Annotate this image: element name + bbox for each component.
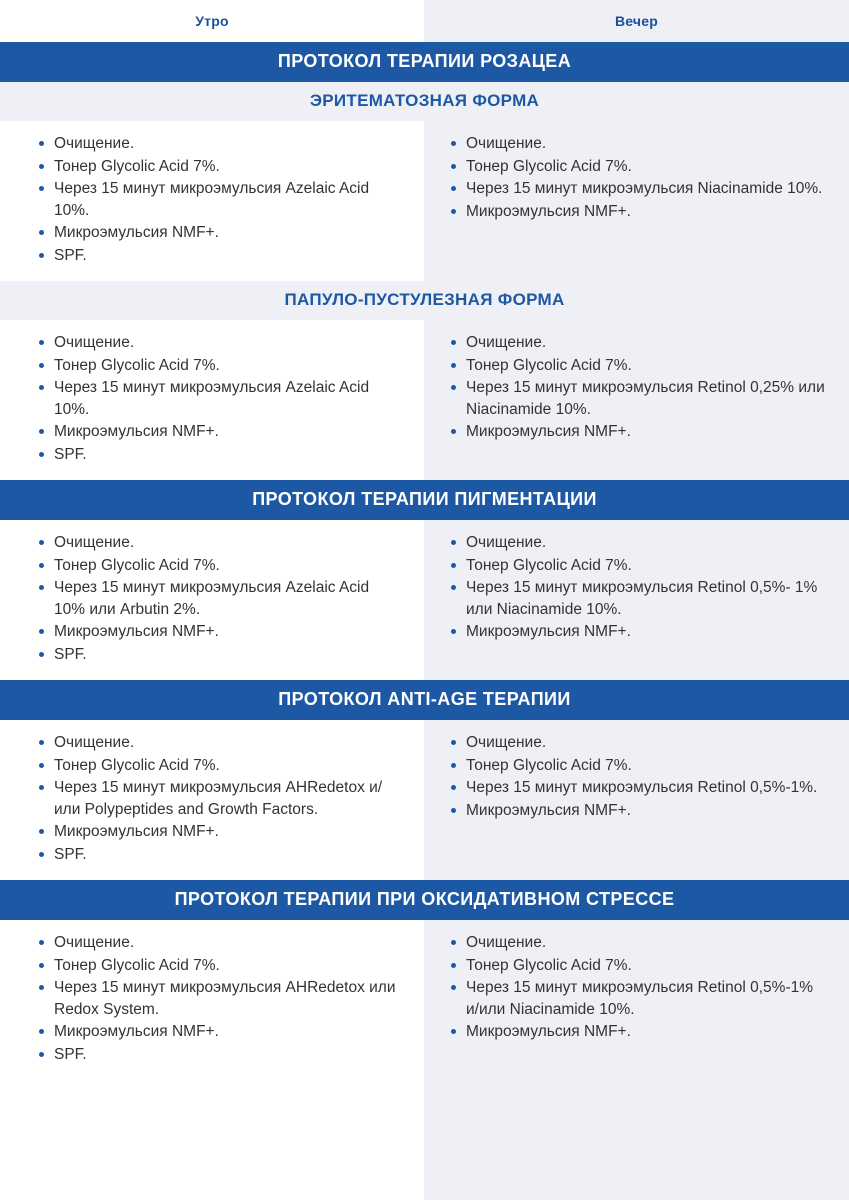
evening-cell xyxy=(424,121,849,281)
list-item: SPF. xyxy=(38,1044,402,1066)
morning-cell xyxy=(0,121,424,281)
evening-cell xyxy=(424,720,849,880)
list-item: Очищение. xyxy=(450,732,827,754)
list-item: Через 15 минут микроэмульсия AHRedetox или Redox System. xyxy=(38,977,402,1020)
section-title-oxidative-stress: ПРОТОКОЛ ТЕРАПИИ ПРИ ОКСИДАТИВНОМ СТРЕССЕ xyxy=(0,880,849,920)
list-item: Тонер Glycolic Acid 7%. xyxy=(38,555,402,577)
morning-cell xyxy=(0,720,424,880)
protocol-row xyxy=(0,520,849,680)
morning-step-list xyxy=(38,332,402,465)
list-item: Микроэмульсия NMF+. xyxy=(450,1021,827,1043)
morning-cell xyxy=(0,520,424,680)
list-item: Тонер Glycolic Acid 7%. xyxy=(38,156,402,178)
list-item: Тонер Glycolic Acid 7%. xyxy=(450,755,827,777)
morning-cell xyxy=(0,320,424,480)
list-item: Микроэмульсия NMF+. xyxy=(450,800,827,822)
column-header-row xyxy=(0,0,849,42)
list-item: Тонер Glycolic Acid 7%. xyxy=(450,955,827,977)
list-item: Через 15 минут микроэмульсия Retinol 0,5%-1% и/или Niacinamide 10%. xyxy=(450,977,827,1020)
list-item: Очищение. xyxy=(38,732,402,754)
list-item: Очищение. xyxy=(450,133,827,155)
list-item: Через 15 минут микроэмульсия Retinol 0,25% или Niacinamide 10%. xyxy=(450,377,827,420)
subsection-title-erythematous: ЭРИТЕМАТОЗНАЯ ФОРМА xyxy=(0,82,849,121)
section-title-rosacea: ПРОТОКОЛ ТЕРАПИИ РОЗАЦЕА xyxy=(0,42,849,82)
evening-step-list xyxy=(450,732,827,821)
list-item: Микроэмульсия NMF+. xyxy=(38,621,402,643)
list-item: Тонер Glycolic Acid 7%. xyxy=(450,555,827,577)
list-item: Через 15 минут микроэмульсия Retinol 0,5%-1%. xyxy=(450,777,827,799)
morning-step-list xyxy=(38,732,402,865)
evening-cell xyxy=(424,920,849,1080)
morning-step-list xyxy=(38,932,402,1065)
evening-step-list xyxy=(450,133,827,222)
list-item: SPF. xyxy=(38,444,402,466)
list-item: Микроэмульсия NMF+. xyxy=(450,621,827,643)
list-item: Тонер Glycolic Acid 7%. xyxy=(38,955,402,977)
list-item: Очищение. xyxy=(450,932,827,954)
section-title-anti-age: ПРОТОКОЛ ANTI-AGE ТЕРАПИИ xyxy=(0,680,849,720)
list-item: Микроэмульсия NMF+. xyxy=(450,201,827,223)
list-item: Тонер Glycolic Acid 7%. xyxy=(38,755,402,777)
list-item: Через 15 минут микроэмульсия Azelaic Acid 10%. xyxy=(38,178,402,221)
subsection-title-papulopustular: ПАПУЛО-ПУСТУЛЕЗНАЯ ФОРМА xyxy=(0,281,849,320)
list-item: Тонер Glycolic Acid 7%. xyxy=(450,355,827,377)
list-item: Через 15 минут микроэмульсия Azelaic Acid 10%. xyxy=(38,377,402,420)
protocol-row xyxy=(0,920,849,1080)
list-item: Микроэмульсия NMF+. xyxy=(38,421,402,443)
morning-step-list xyxy=(38,133,402,266)
list-item: Микроэмульсия NMF+. xyxy=(38,1021,402,1043)
list-item: Через 15 минут микроэмульсия Niacinamide 10%. xyxy=(450,178,827,200)
list-item: Через 15 минут микроэмульсия Retinol 0,5%- 1% или Niacinamide 10%. xyxy=(450,577,827,620)
list-item: Микроэмульсия NMF+. xyxy=(38,821,402,843)
list-item: Через 15 минут микроэмульсия AHRedetox и/или Polypeptides and Growth Factors. xyxy=(38,777,402,820)
list-item: Очищение. xyxy=(450,332,827,354)
list-item: Очищение. xyxy=(38,532,402,554)
list-item: Очищение. xyxy=(38,332,402,354)
list-item: Очищение. xyxy=(38,932,402,954)
list-item: Микроэмульсия NMF+. xyxy=(38,222,402,244)
list-item: Микроэмульсия NMF+. xyxy=(450,421,827,443)
evening-step-list xyxy=(450,532,827,643)
morning-cell xyxy=(0,920,424,1080)
column-header-evening: Вечер xyxy=(614,13,658,29)
evening-cell xyxy=(424,320,849,480)
evening-cell xyxy=(424,520,849,680)
column-header-morning: Утро xyxy=(195,13,229,29)
evening-step-list xyxy=(450,932,827,1043)
list-item: Очищение. xyxy=(38,133,402,155)
list-item: SPF. xyxy=(38,844,402,866)
section-title-pigmentation: ПРОТОКОЛ ТЕРАПИИ ПИГМЕНТАЦИИ xyxy=(0,480,849,520)
list-item: Через 15 минут микроэмульсия Azelaic Acid 10% или Arbutin 2%. xyxy=(38,577,402,620)
protocol-row xyxy=(0,121,849,281)
list-item: Тонер Glycolic Acid 7%. xyxy=(450,156,827,178)
morning-step-list xyxy=(38,532,402,665)
list-item: SPF. xyxy=(38,245,402,267)
evening-step-list xyxy=(450,332,827,443)
list-item: SPF. xyxy=(38,644,402,666)
list-item: Тонер Glycolic Acid 7%. xyxy=(38,355,402,377)
protocol-row xyxy=(0,320,849,480)
list-item: Очищение. xyxy=(450,532,827,554)
protocol-row xyxy=(0,720,849,880)
